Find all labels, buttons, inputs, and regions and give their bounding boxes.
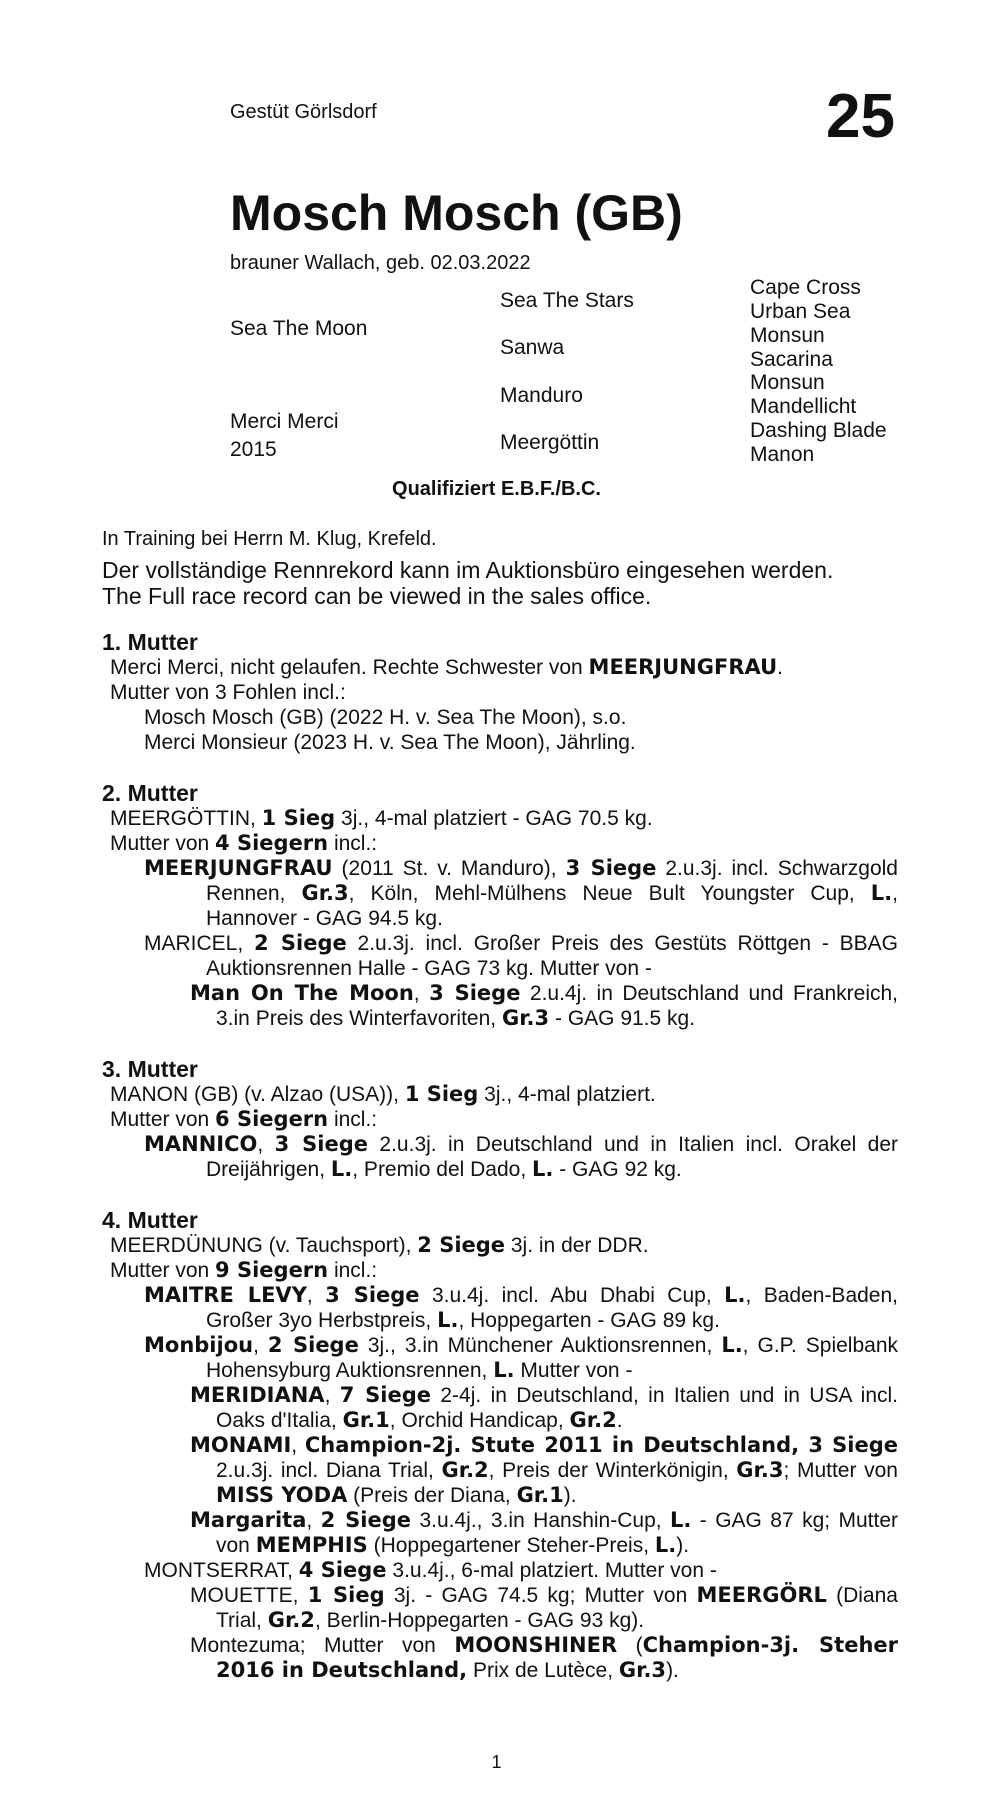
section-title: 3. Mutter (102, 1056, 198, 1082)
text-run: , Premio del Dado, (352, 1158, 533, 1181)
text-run: , Baden-Baden, Großer 3yo Herbstpreis, (206, 1284, 898, 1332)
text-run: , (413, 982, 430, 1005)
pedigree-dam-year: 2015 (230, 438, 277, 461)
text-run: 3j., 3.in Münchener Auktionsrennen, (358, 1334, 722, 1357)
bold-text: 1 Sieg (404, 1082, 479, 1106)
bold-text: L. (330, 1157, 353, 1181)
bold-text: MANNICO (144, 1132, 258, 1156)
text-run: 3j. - GAG 74.5 kg; Mutter von (384, 1584, 697, 1607)
offspring-entry (102, 1333, 898, 1383)
bold-text: 3 Siege (565, 856, 657, 880)
text-run: incl.: (328, 1259, 378, 1282)
offspring-entry (102, 981, 898, 1031)
section-title: 1. Mutter (102, 629, 198, 655)
text-run: (2011 St. v. Manduro), (332, 857, 566, 880)
offspring-entry (102, 1508, 898, 1558)
text-run: , Preis der Winterkönigin, (488, 1459, 737, 1482)
bold-text: 3 Siege (325, 1283, 420, 1307)
bold-text: MEERJUNGFRAU (588, 655, 778, 679)
text-run: , (253, 1334, 268, 1357)
bold-text: L. (493, 1358, 515, 1382)
text-run: 3j. in der DDR. (505, 1234, 649, 1257)
pedigree-sire: Sea The Moon (230, 317, 368, 340)
text-run: MOUETTE, (190, 1584, 308, 1607)
offspring-entry (102, 856, 898, 931)
text-run: ( (617, 1634, 643, 1657)
pedigree-dam: Merci Merci (230, 410, 339, 433)
bold-text: 1 Sieg (307, 1583, 385, 1607)
dam-summary-line (102, 1233, 898, 1258)
offspring-entry (102, 1283, 898, 1333)
text-run: MANON (GB) (v. Alzao (USA)), (110, 1083, 405, 1106)
bold-text: 4 Siegern (215, 831, 329, 855)
section-title: 2. Mutter (102, 780, 198, 806)
bold-text: MEERGÖRL (696, 1583, 827, 1607)
text-run: MEERGÖTTIN, (110, 807, 262, 830)
pedigree-great-grandparent: Mandellicht (750, 395, 857, 418)
section-lines (102, 1082, 898, 1182)
dam-summary-line (102, 806, 898, 831)
pedigree-great-grandparent: Monsun (750, 324, 825, 347)
text-run: ; Mutter von (783, 1459, 898, 1482)
offspring-entry (102, 1132, 898, 1182)
bold-text: L. (437, 1308, 459, 1332)
bold-text: Champion-3j. Steher 2016 in Deutschland, (216, 1633, 899, 1682)
text-run: Mutter von (110, 1259, 216, 1282)
text-run: ). (676, 1534, 690, 1557)
pedigree-grandparent: Manduro (500, 384, 583, 407)
bold-text: Monbijou (144, 1333, 254, 1357)
text-run: 3j., 4-mal platziert. (478, 1083, 656, 1106)
offspring-entry (102, 1383, 898, 1433)
text-run: . (616, 1409, 623, 1432)
horse-name: Mosch Mosch (GB) (230, 185, 683, 241)
bold-text: L. (670, 1508, 692, 1532)
race-record-note-en: The Full race record can be viewed in the sales office. (102, 583, 652, 609)
bold-text: 2 Siege (320, 1508, 412, 1532)
section-lines (102, 1233, 898, 1683)
text-run: , (291, 1434, 305, 1457)
bold-text: Gr.3 (618, 1658, 667, 1682)
bold-text: MISS YODA (216, 1483, 348, 1507)
bold-text: L. (532, 1157, 554, 1181)
text-run: , Hannover - GAG 94.5 kg. (206, 882, 898, 930)
text-run: Mutter von (110, 1108, 216, 1131)
offspring-entry (102, 730, 898, 755)
text-run: 2.u.4j. in Deutschland und Frankreich, 3.in Preis des Winterfavoriten, (216, 982, 899, 1030)
stud-name: Gestüt Görlsdorf (230, 101, 377, 123)
offspring-entry (102, 931, 898, 981)
bold-text: MEERJUNGFRAU (144, 856, 333, 880)
text-run: 2.u.3j. incl. Schwarzgold Rennen, (206, 857, 898, 905)
text-run: MEERDÜNUNG (v. Tauchsport), (110, 1234, 418, 1257)
section-dam-1 (102, 630, 898, 755)
lot-number: 25 (826, 82, 895, 151)
bold-text: MOONSHINER (454, 1633, 618, 1657)
offspring-entry (102, 1633, 898, 1683)
offspring-entry (102, 1433, 898, 1508)
text-run: 3.u.4j., 3.in Hanshin-Cup, (411, 1509, 671, 1532)
text-run: 2.u.3j. in Deutschland und in Italien incl. Orakel der Dreijährigen, (206, 1133, 898, 1181)
text-run: . (777, 656, 784, 679)
pedigree-grandparent: Sanwa (500, 336, 565, 359)
text-run: 3.u.4j., 6-mal platziert. Mutter von - (386, 1559, 717, 1582)
text-run: (Preis der Diana, (347, 1484, 517, 1507)
dam-summary-line (102, 655, 898, 680)
text-run: 3.u.4j. incl. Abu Dhabi Cup, (419, 1284, 725, 1307)
text-run: MARICEL, (144, 932, 254, 955)
text-run: MONTSERRAT, (144, 1559, 299, 1582)
bold-text: Gr.2 (441, 1458, 489, 1482)
text-run: - GAG 87 kg; Mutter von (216, 1509, 899, 1557)
bold-text: L. (654, 1533, 677, 1557)
text-run: 2.u.3j. incl. Diana Trial, (216, 1459, 442, 1482)
pedigree-great-grandparent: Cape Cross (750, 276, 861, 299)
offspring-entry (102, 1583, 898, 1633)
section-dam-3 (102, 1057, 898, 1182)
horse-description: brauner Wallach, geb. 02.03.2022 (230, 252, 531, 274)
text-run: Mosch Mosch (GB) (2022 H. v. Sea The Moon), s.o. (144, 706, 627, 729)
text-run: Mutter von (110, 832, 216, 855)
text-run: incl.: (328, 832, 378, 855)
training-info: In Training bei Herrn M. Klug, Krefeld. (102, 528, 437, 550)
bold-text: 2 Siege (417, 1233, 506, 1257)
text-run: Prix de Lutèce, (467, 1659, 619, 1682)
bold-text: 2 Siege (267, 1333, 359, 1357)
bold-text: Gr.1 (516, 1483, 564, 1507)
bold-text: Margarita (190, 1508, 307, 1532)
bold-text: MEMPHIS (255, 1533, 368, 1557)
pedigree-great-grandparent: Sacarina (750, 348, 833, 371)
bold-text: 3 Siege (274, 1132, 368, 1156)
section-title: 4. Mutter (102, 1207, 198, 1233)
bold-text: Gr.3 (301, 881, 349, 905)
dam-summary-line (102, 831, 898, 856)
text-run: Mutter von 3 Fohlen incl.: (110, 681, 346, 704)
text-run: , G.P. Spielbank Hohensyburg Auktionsrennen, (206, 1334, 899, 1382)
bold-text: MERIDIANA (190, 1383, 325, 1407)
bold-text: Gr.2 (569, 1408, 617, 1432)
bold-text: Gr.2 (267, 1608, 315, 1632)
text-run: , (306, 1284, 326, 1307)
bold-text: 6 Siegern (215, 1107, 329, 1131)
offspring-entry (102, 705, 898, 730)
text-run: ). (563, 1484, 577, 1507)
dam-summary-line (102, 1258, 898, 1283)
bold-text: MONAMI (190, 1433, 292, 1457)
pedigree-great-grandparent: Manon (750, 443, 815, 466)
text-run: Merci Monsieur (2023 H. v. Sea The Moon), Jährling. (144, 731, 636, 754)
text-run: , Hoppegarten - GAG 89 kg. (458, 1309, 720, 1332)
section-dam-2 (102, 781, 898, 1031)
text-run: 3j., 4-mal platziert - GAG 70.5 kg. (335, 807, 653, 830)
pedigree-grandparent: Sea The Stars (500, 289, 634, 312)
section-lines (102, 655, 898, 755)
dam-summary-line (102, 680, 898, 705)
text-run: , Köln, Mehl-Mülhens Neue Bult Youngster Cup, (348, 882, 871, 905)
pedigree-great-grandparent: Monsun (750, 371, 825, 394)
pedigree-grandparent: Meergöttin (500, 431, 600, 454)
text-run: , (257, 1133, 275, 1156)
page-number: 1 (491, 1752, 502, 1772)
bold-text: 9 Siegern (215, 1258, 329, 1282)
bold-text: L. (724, 1283, 746, 1307)
race-record-note (102, 557, 833, 609)
dam-summary-line (102, 1082, 898, 1107)
bold-text: Man On The Moon (190, 981, 414, 1005)
section-lines (102, 806, 898, 1031)
bold-text: Gr.1 (342, 1408, 390, 1432)
bold-text: L. (721, 1333, 743, 1357)
text-run: Mutter von - (514, 1359, 633, 1382)
pedigree-great-grandparent: Dashing Blade (750, 419, 887, 442)
text-run: 2-4j. in Deutschland, in Italien und in USA incl. Oaks d'Italia, (216, 1384, 899, 1432)
text-run: , Berlin-Hoppegarten - GAG 93 kg). (314, 1609, 645, 1632)
bold-text: Gr.3 (501, 1006, 550, 1030)
text-run: (Diana Trial, (216, 1584, 898, 1632)
text-run: - GAG 92 kg. (553, 1158, 682, 1181)
bold-text: Gr.3 (736, 1458, 784, 1482)
text-run: (Hoppegartener Steher-Preis, (367, 1534, 655, 1557)
bold-text: 4 Siege (298, 1558, 387, 1582)
section-dam-4 (102, 1208, 898, 1683)
race-record-note-de: Der vollständige Rennrekord kann im Auktionsbüro eingesehen werden. (102, 557, 834, 583)
text-run: Montezuma; Mutter von (190, 1634, 455, 1657)
text-run: 2.u.3j. incl. Großer Preis des Gestüts Röttgen - BBAG Auktionsrennen Halle - GAG 73 kg. Mutter von - (206, 932, 898, 980)
text-run: Merci Merci, nicht gelaufen. Rechte Schwester von (110, 656, 589, 679)
text-run: incl.: (328, 1108, 378, 1131)
dam-summary-line (102, 1107, 898, 1132)
bold-text: 3 Siege (429, 981, 521, 1005)
text-run: , (324, 1384, 340, 1407)
bold-text: 2 Siege (254, 931, 347, 955)
text-run: , (306, 1509, 321, 1532)
qualification: Qualifiziert E.B.F./B.C. (392, 478, 601, 500)
bold-text: 7 Siege (339, 1383, 432, 1407)
text-run: - GAG 91.5 kg. (549, 1007, 696, 1030)
bold-text: Champion-2j. Stute 2011 in Deutschland, 3 Siege (304, 1433, 898, 1457)
offspring-entry (102, 1558, 898, 1583)
pedigree-great-grandparent: Urban Sea (750, 300, 851, 323)
bold-text: L. (870, 881, 893, 905)
bold-text: 1 Sieg (261, 806, 336, 830)
text-run: , Orchid Handicap, (389, 1409, 570, 1432)
bold-text: MAITRE LEVY (144, 1283, 307, 1307)
text-run: ). (666, 1659, 679, 1682)
